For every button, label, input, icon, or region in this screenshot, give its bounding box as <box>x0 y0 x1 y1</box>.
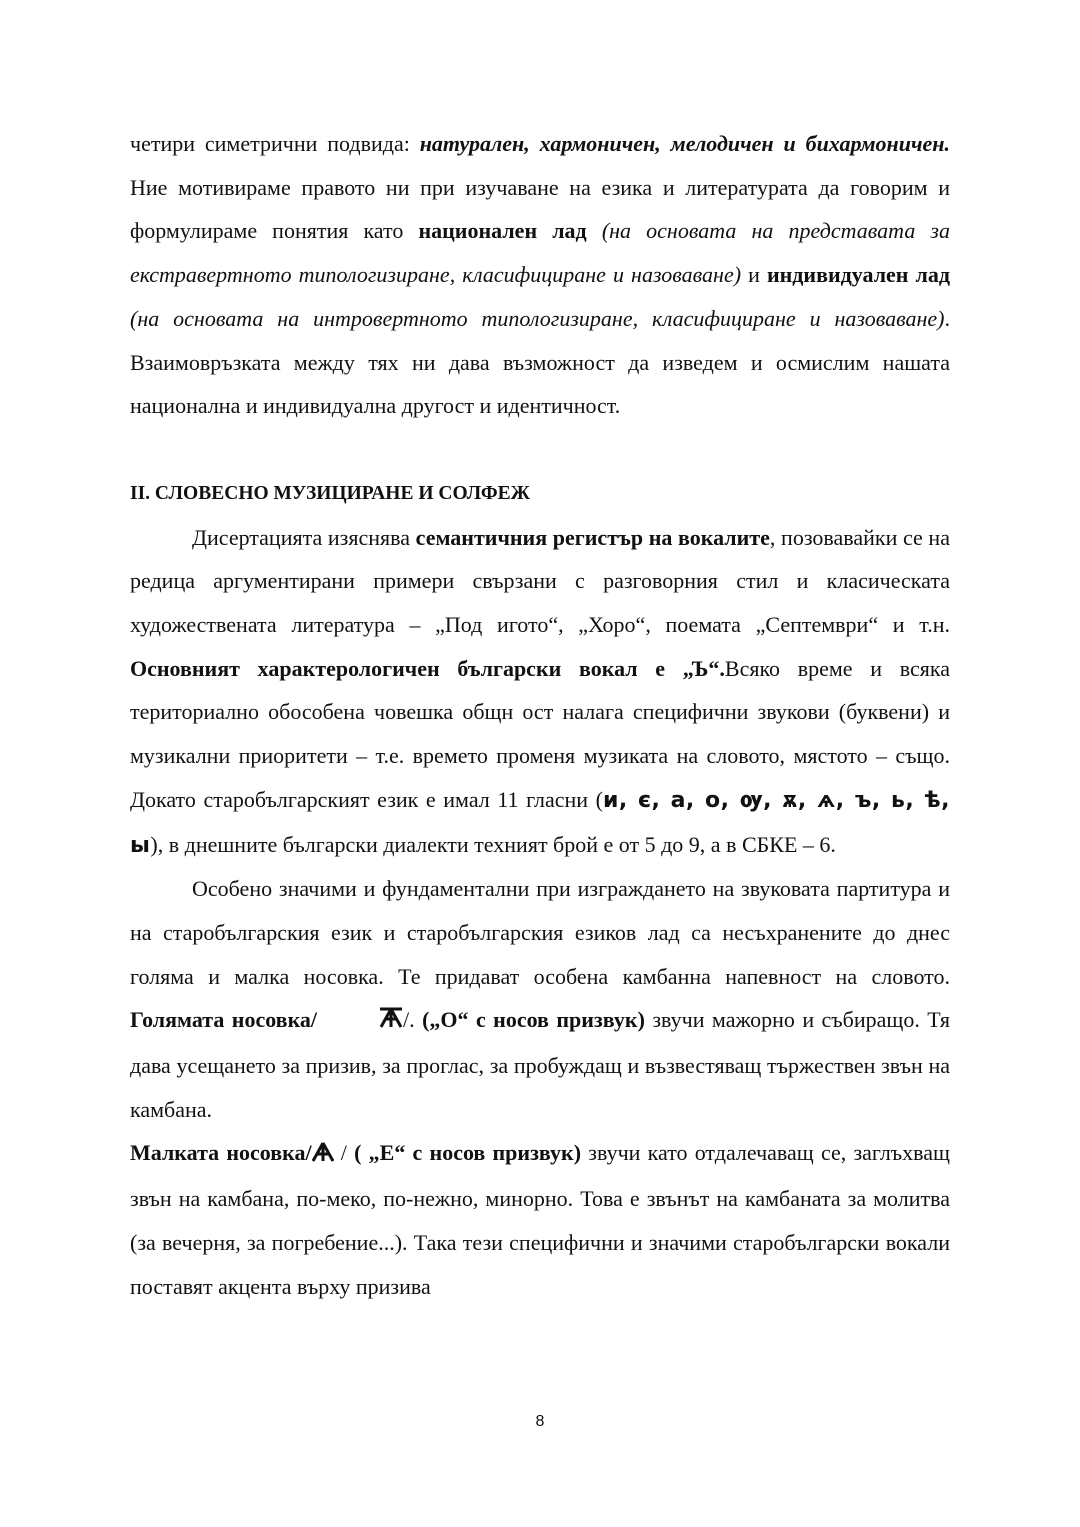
paragraph-2 <box>130 516 950 868</box>
big-yus-icon <box>317 1000 403 1044</box>
text-run: / <box>333 1140 355 1166</box>
text-run: Ние мотивираме правото ни при изучаване на езика и литературата да говорим и формулираме понятия като <box>130 174 950 244</box>
note-extravert: (на основата на представата за екстравертното типологизиране, класифициране и назоваване) <box>130 218 951 288</box>
text-run: и <box>741 262 767 288</box>
text-run: Особено значими и фундаментални при изграждането на звуковата партитура и на старобългарския език и старобългарския езиков лад са несъхранените до днес голяма и малка носовка. Те придават особена камбанна напевност на словото. <box>130 876 950 989</box>
text-run: ), в днешните български диалекти техният брой е от 5 до 9, а в СБКЕ – 6. <box>150 831 836 857</box>
term-semantic-register: семантичния регистър на вокалите <box>415 524 770 550</box>
section-heading: II. СЛОВЕСНО МУЗИЦИРАНЕ И СОЛФЕЖ <box>130 482 530 504</box>
text-run: Всяко време и всяка териториално обособена човешка общн ост налага специфични звукови (буквени) и музикални приоритети – т.е. времето променя музиката на словото, мястото – също. Докато старобългарският език е имал 11 гласни ( <box>130 655 950 812</box>
term-characteristic-vowel: Основният характерологичен български вокал е „Ъ“. <box>130 655 725 681</box>
paragraph-3 <box>130 867 950 1131</box>
body-text <box>130 122 950 1308</box>
term-small-nasal: Малката носовка/ <box>130 1140 312 1166</box>
space <box>587 218 602 243</box>
term-big-nasal: Голямата носовка/ <box>130 1007 318 1033</box>
note-introvert: (на основата на интровертното типологизиране, класифициране и назоваване) <box>130 305 945 331</box>
emphasis-subtypes: натурален, хармоничен, мелодичен и бихармоничен. <box>419 131 950 156</box>
term-national-mode: национален лад <box>418 218 587 244</box>
paragraph-4 <box>130 1131 950 1308</box>
term-o-nasal: („О“ с носов призвук) <box>422 1007 645 1033</box>
term-e-nasal: ( „Е“ с носов призвук) <box>354 1140 582 1166</box>
text-run: звучи като отдалечаващ се, заглъхващ звън на камбана, по-меко, по-нежно, минорно. Това е звънът на камбаната за молитва (за вечерня, за погребение...). Така тези специфични и значими старобългарски вокали поставят акцента върху призива <box>130 1140 950 1299</box>
old-bulgarian-vowels: и, є, а, о, ѹ, ѫ, ѧ, ъ, ь, ѣ, ы <box>130 787 950 858</box>
page-number: 8 <box>535 1413 545 1430</box>
text-run: Дисертацията изяснява <box>192 524 416 550</box>
text-run: , позовавайки се на редица аргументирани примери свързани с разговорния стил и класическата художествената литература – „Под игото“, „Хоро“, поемата „Септември“ и т.н. <box>130 524 950 638</box>
term-individual-mode: индивидуален лад <box>766 262 951 288</box>
text-run: . Взаимовръзката между тях ни дава възможност да изведем и осмислим нашата национална и индивидуална другост и идентичност. <box>130 305 950 419</box>
paragraph-1 <box>130 122 950 428</box>
text-run: четири симетрични подвида: <box>130 131 420 156</box>
small-yus-icon <box>312 1133 334 1177</box>
text-run: звучи мажорно и събиращо. Тя дава усещането за призив, за проглас, за пробуждащ и възвестяващ тържествен звън на камбана. <box>130 1007 950 1122</box>
text-run: /. <box>403 1007 423 1033</box>
